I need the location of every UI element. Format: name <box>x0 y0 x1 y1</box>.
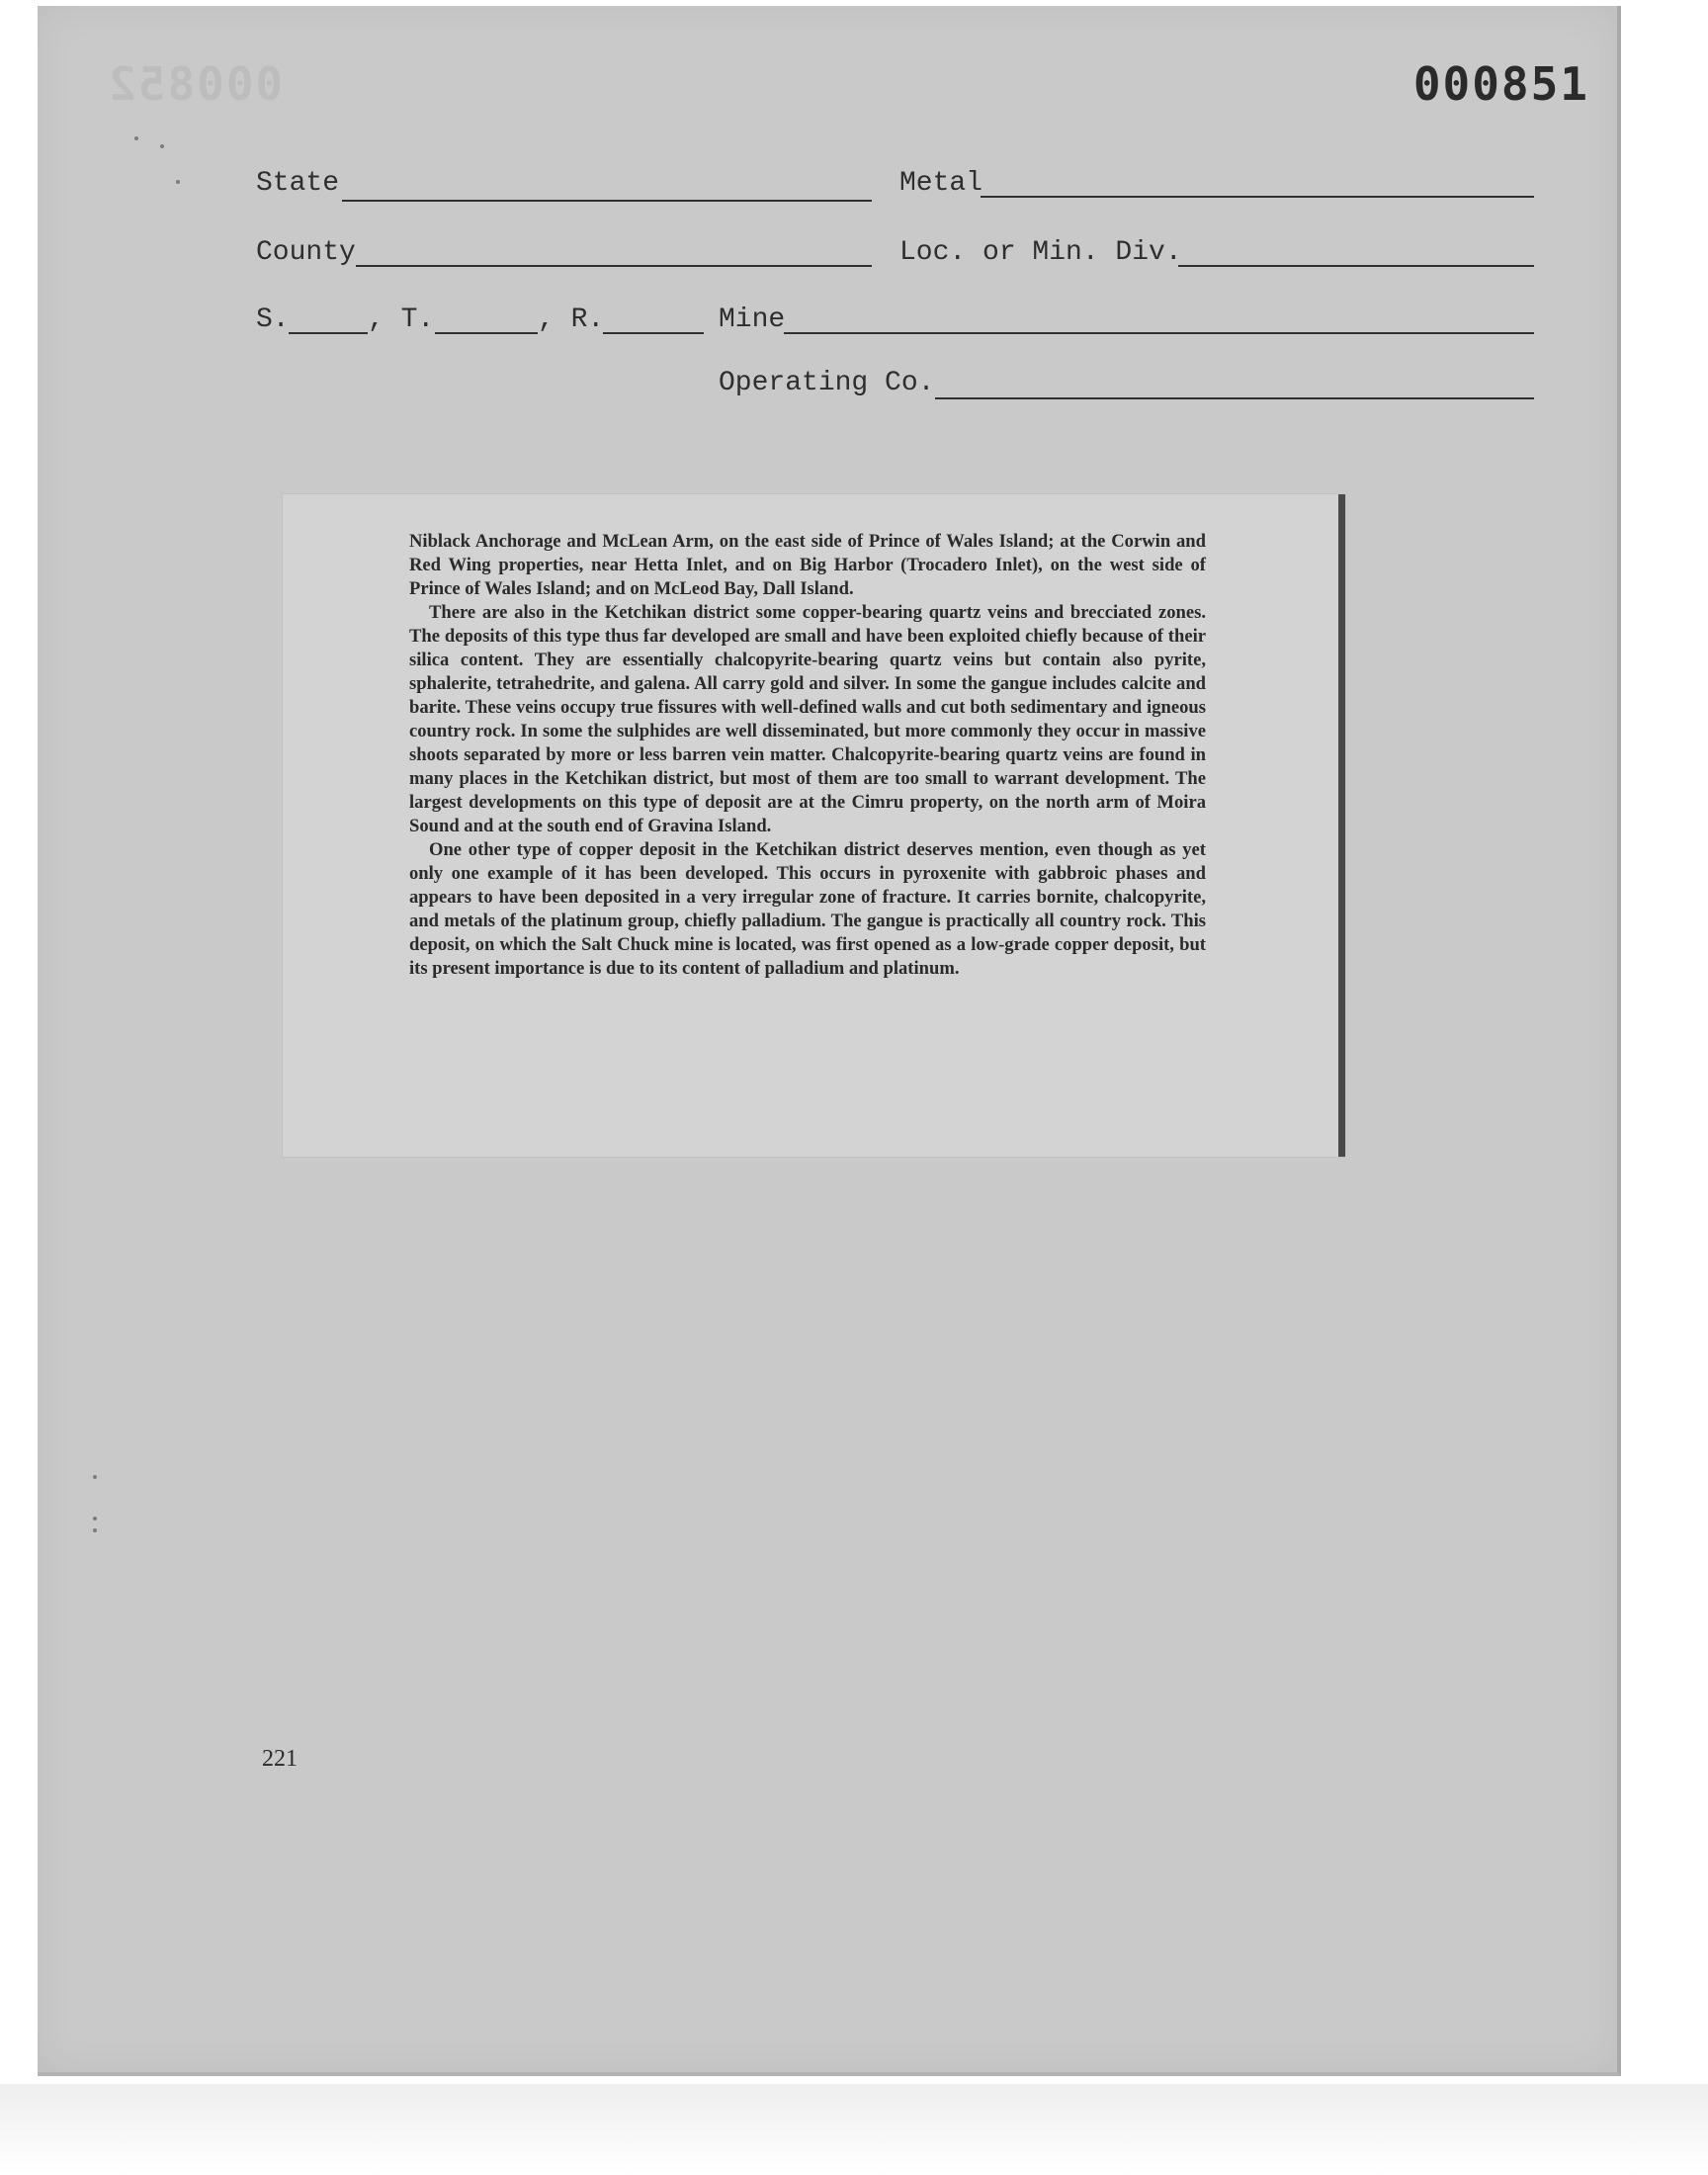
mine-record-card <box>38 6 1621 2076</box>
township-label: , T. <box>368 304 435 335</box>
state-label: State <box>256 168 340 199</box>
specks-decoration <box>160 144 164 148</box>
section-field[interactable] <box>289 332 368 334</box>
clipping-text <box>409 530 1206 981</box>
paragraph: One other type of copper deposit in the Ketchikan district deserves mention, even though as yet only one example of it has been developed. This occurs in pyroxenite with gabbroic phases and appears to have been deposited in a very irregular zone of fracture. It carries bornite, chalcopyrite, and metals of the platinum group, chiefly palladium. The gangue is practically all country rock. This deposit, on which the Salt Chuck mine is located, was first opened as a low-grade copper deposit, but its present importance is due to its content of palladium and platinum. <box>409 839 1206 979</box>
range-field[interactable] <box>603 332 704 334</box>
specks-decoration <box>93 1517 97 1521</box>
file-number: 000851 <box>1412 57 1589 111</box>
specks-decoration <box>134 136 138 140</box>
specks-decoration <box>93 1528 97 1532</box>
scan-margin <box>0 2084 1708 2175</box>
mine-field[interactable] <box>784 332 1534 334</box>
mine-label: Mine <box>719 304 786 335</box>
bleed-through-number: 000852 <box>107 57 284 111</box>
range-label: , R. <box>538 304 605 335</box>
operating-field[interactable] <box>935 397 1534 399</box>
operating-label: Operating Co. <box>719 368 935 398</box>
specks-decoration <box>176 180 180 184</box>
metal-field[interactable] <box>981 196 1534 198</box>
page-number: 221 <box>262 1746 298 1772</box>
county-label: County <box>256 237 356 268</box>
loc-label: Loc. or Min. Div. <box>899 237 1182 268</box>
county-field[interactable] <box>356 265 872 267</box>
section-label: S. <box>256 304 290 335</box>
loc-field[interactable] <box>1178 265 1534 267</box>
text-clipping <box>283 494 1345 1157</box>
township-field[interactable] <box>435 332 538 334</box>
paragraph: Niblack Anchorage and McLean Arm, on the east side of Prince of Wales Island; at the Corwin and Red Wing properties, near Hetta Inlet, and on Big Harbor (Trocadero Inlet), on the west side of Prince of Wales Island; and on McLeod Bay, Dall Island. <box>409 531 1206 599</box>
state-field[interactable] <box>342 200 872 202</box>
metal-label: Metal <box>899 168 983 199</box>
paragraph: There are also in the Ketchikan district some copper-bearing quartz veins and brecciated zones. The deposits of this type thus far developed are small and have been exploited chiefly because of their silica content. They are essentially chalcopyrite-bearing quartz veins but contain also pyrite, sphalerite, tetrahedrite, and galena. All carry gold and silver. In some the gangue includes calcite and barite. These veins occupy true fissures with well-defined walls and cut both sedimentary and igneous country rock. In some the sulphides are well disseminated, but more commonly they occur in massive shoots separated by more or less barren vein matter. Chalcopyrite-bearing quartz veins are found in many places in the Ketchikan district, but most of them are too small to warrant development. The largest developments on this type of deposit are at the Cimru property, on the north arm of Moira Sound and at the south end of Gravina Island. <box>409 602 1206 836</box>
specks-decoration <box>93 1475 97 1479</box>
